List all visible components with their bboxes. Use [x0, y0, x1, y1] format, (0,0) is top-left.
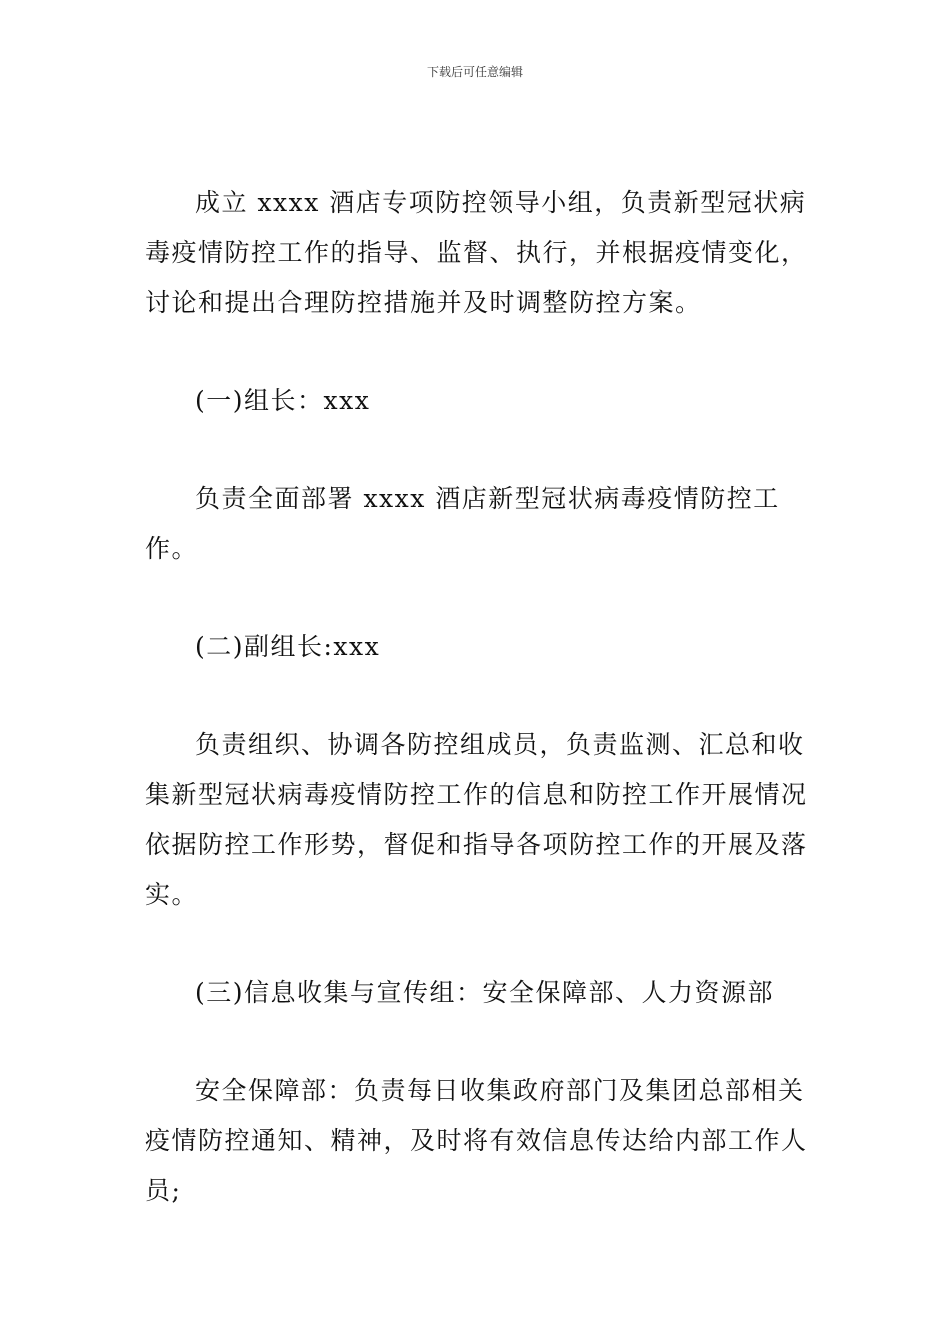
- document-body: [145, 178, 809, 1264]
- heading-group-leader: (一)组长：xxx: [195, 386, 371, 415]
- paragraph-group-leader-duty: 负责全面部署 xxxx 酒店新型冠状病毒疫情防控工作。: [145, 484, 780, 563]
- heading-info-publicity-group: (三)信息收集与宣传组：安全保障部、人力资源部: [195, 978, 775, 1007]
- paragraph-leadership-group: 成立 xxxx 酒店专项防控领导小组，负责新型冠状病毒疫情防控工作的指导、监督、执行，并根据疫情变化，讨论和提出合理防控措施并及时调整防控方案。: [145, 188, 808, 317]
- page-header: 下载后可任意编辑: [426, 65, 523, 79]
- paragraph-security-dept-duty: 安全保障部：负责每日收集政府部门及集团总部相关疫情防控通知、精神，及时将有效信息传达给内部工作人员;: [145, 1076, 808, 1205]
- paragraph-deputy-leader-duty: 负责组织、协调各防控组成员，负责监测、汇总和收集新型冠状病毒疫情防控工作的信息和防控工作开展情况依据防控工作形势，督促和指导各项防控工作的开展及落实。: [145, 730, 808, 909]
- heading-deputy-leader: (二)副组长:xxx: [195, 632, 381, 661]
